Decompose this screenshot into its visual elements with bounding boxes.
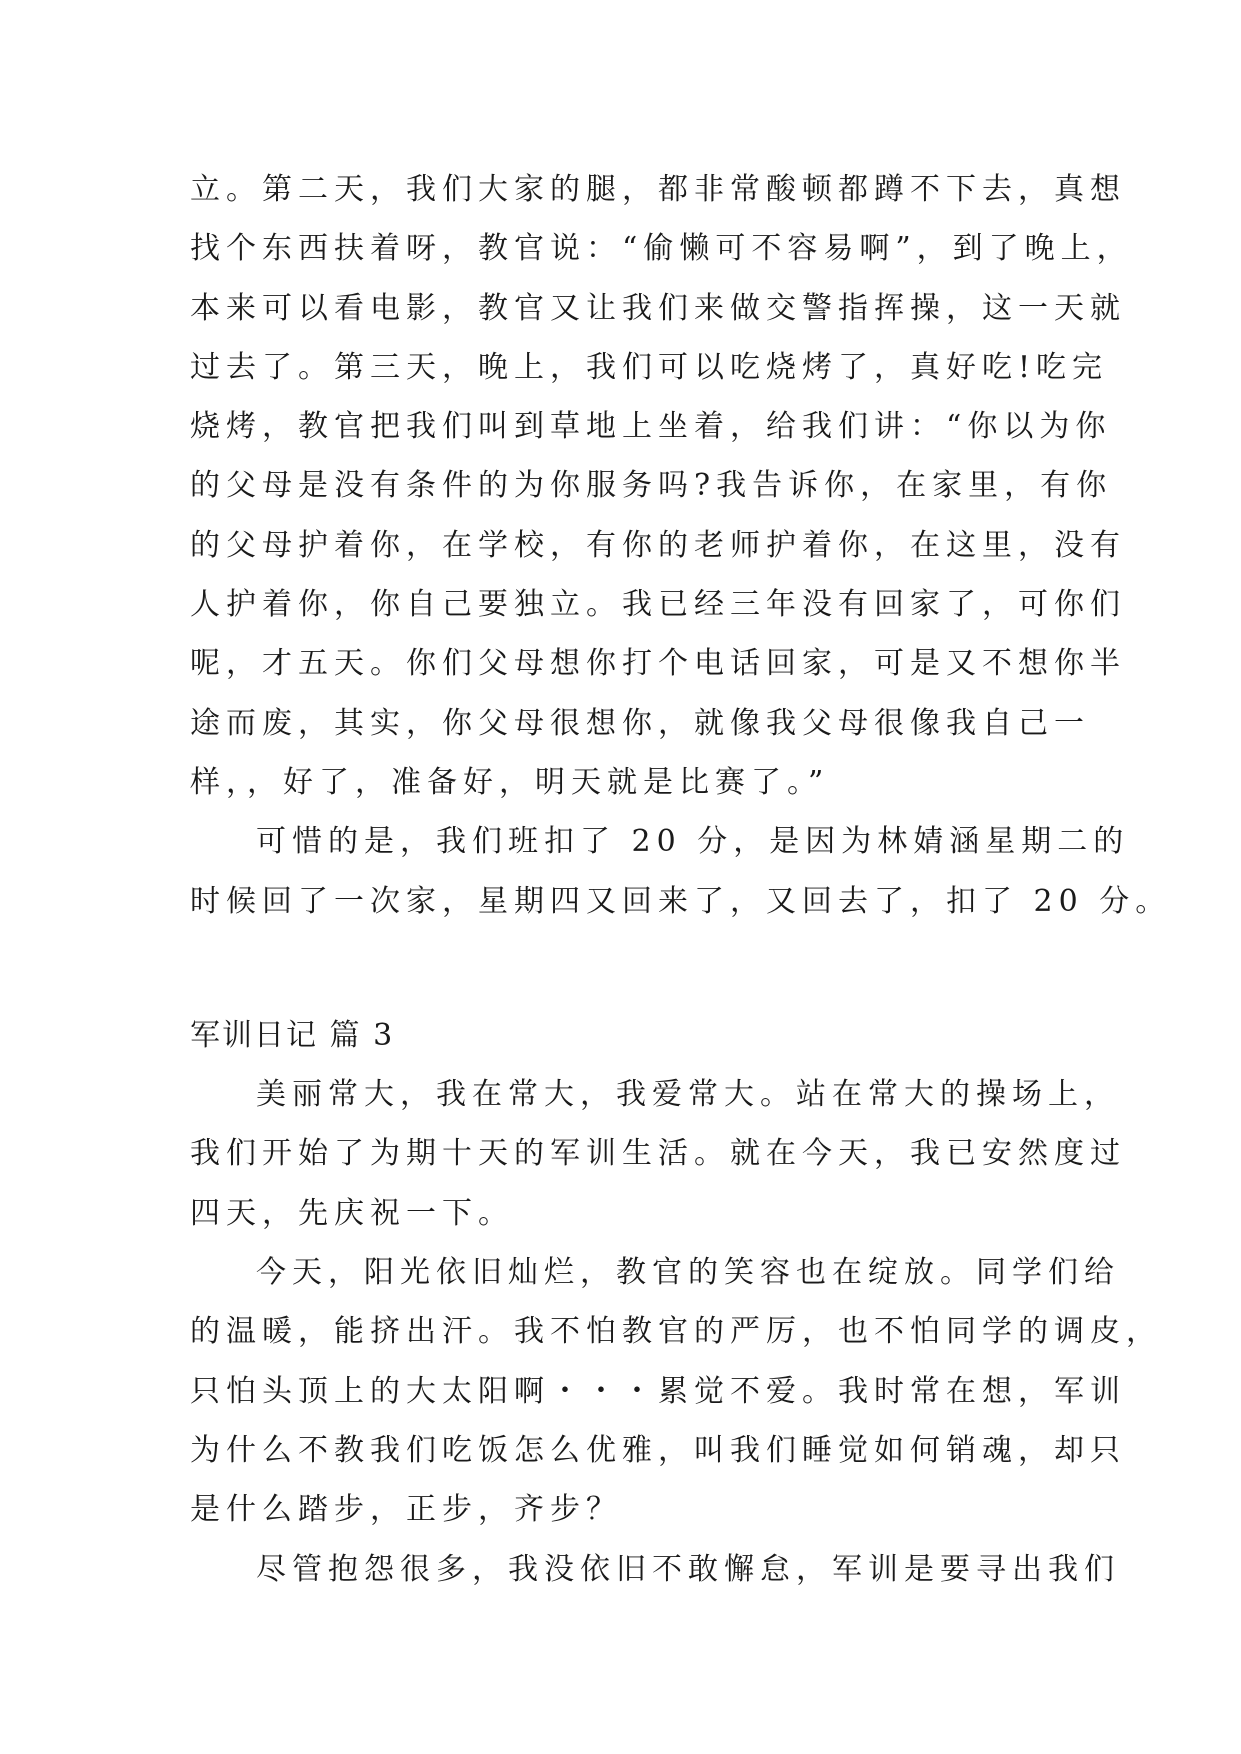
text-line: 是什么踏步，正步，齐步？ bbox=[190, 1492, 622, 1528]
paragraph bbox=[190, 1540, 1120, 1599]
text-line: 途而废，其实，你父母很想你，就像我父母很像我自己一 bbox=[190, 705, 1090, 741]
text-line: 的温暖，能挤出汗。我不怕教官的严厉，也不怕同学的调皮， bbox=[190, 1314, 1162, 1350]
text-line: 立。第二天，我们大家的腿，都非常酸顿都蹲不下去，真想 bbox=[190, 172, 1126, 207]
document-body bbox=[190, 160, 1172, 1599]
text-line: 找个东西扶着呀，教官说：“偷懒可不容易啊”，到了晚上， bbox=[190, 231, 1133, 267]
text-line: 的父母护着你，在学校，有你的老师护着你，在这里，没有 bbox=[190, 527, 1126, 563]
text-line: 烧烤，教官把我们叫到草地上坐着，给我们讲：“你以为你 bbox=[190, 409, 1112, 445]
text-line: 呢，才五天。你们父母想你打个电话回家，可是又不想你半 bbox=[190, 646, 1126, 682]
text-line: 为什么不教我们吃饭怎么优雅，叫我们睡觉如何销魂，却只 bbox=[190, 1432, 1126, 1468]
text-line: 可惜的是，我们班扣了 20 分，是因为林婧涵星期二的 bbox=[256, 824, 1130, 860]
section-heading: 军训日记 篇 3 bbox=[190, 1017, 395, 1053]
text-line: 时候回了一次家，星期四又回来了，又回去了，扣了 20 分。 bbox=[190, 883, 1172, 919]
text-line: 本来可以看电影，教官又让我们来做交警指挥操，这一天就 bbox=[190, 290, 1126, 326]
text-line: 我们开始了为期十天的军训生活。就在今天，我已安然度过 bbox=[190, 1136, 1126, 1172]
text-line: 过去了。第三天，晚上，我们可以吃烧烤了，真好吃!吃完 bbox=[190, 349, 1109, 385]
text-line: 样，，好了，准备好，明天就是比赛了。” bbox=[190, 764, 830, 800]
text-line: 的父母是没有条件的为你服务吗?我告诉你，在家里，有你 bbox=[190, 468, 1113, 504]
text-line: 今天，阳光依旧灿烂，教官的笑容也在绽放。同学们给 bbox=[256, 1255, 1120, 1291]
text-line: 四天，先庆祝一下。 bbox=[190, 1195, 514, 1231]
paragraph bbox=[190, 812, 1172, 931]
section-spacer bbox=[190, 931, 1060, 1006]
paragraph bbox=[190, 1065, 1126, 1243]
text-line: 只怕头顶上的大太阳啊・・・累觉不爱。我时常在想，军训 bbox=[190, 1373, 1126, 1409]
paragraph bbox=[190, 160, 1133, 812]
text-line: 人护着你，你自己要独立。我已经三年没有回家了，可你们 bbox=[190, 587, 1126, 623]
paragraph bbox=[190, 1243, 1162, 1539]
text-line: 美丽常大，我在常大，我爱常大。站在常大的操场上， bbox=[256, 1077, 1120, 1113]
text-line: 尽管抱怨很多，我没依旧不敢懈怠，军训是要寻出我们 bbox=[256, 1551, 1120, 1587]
